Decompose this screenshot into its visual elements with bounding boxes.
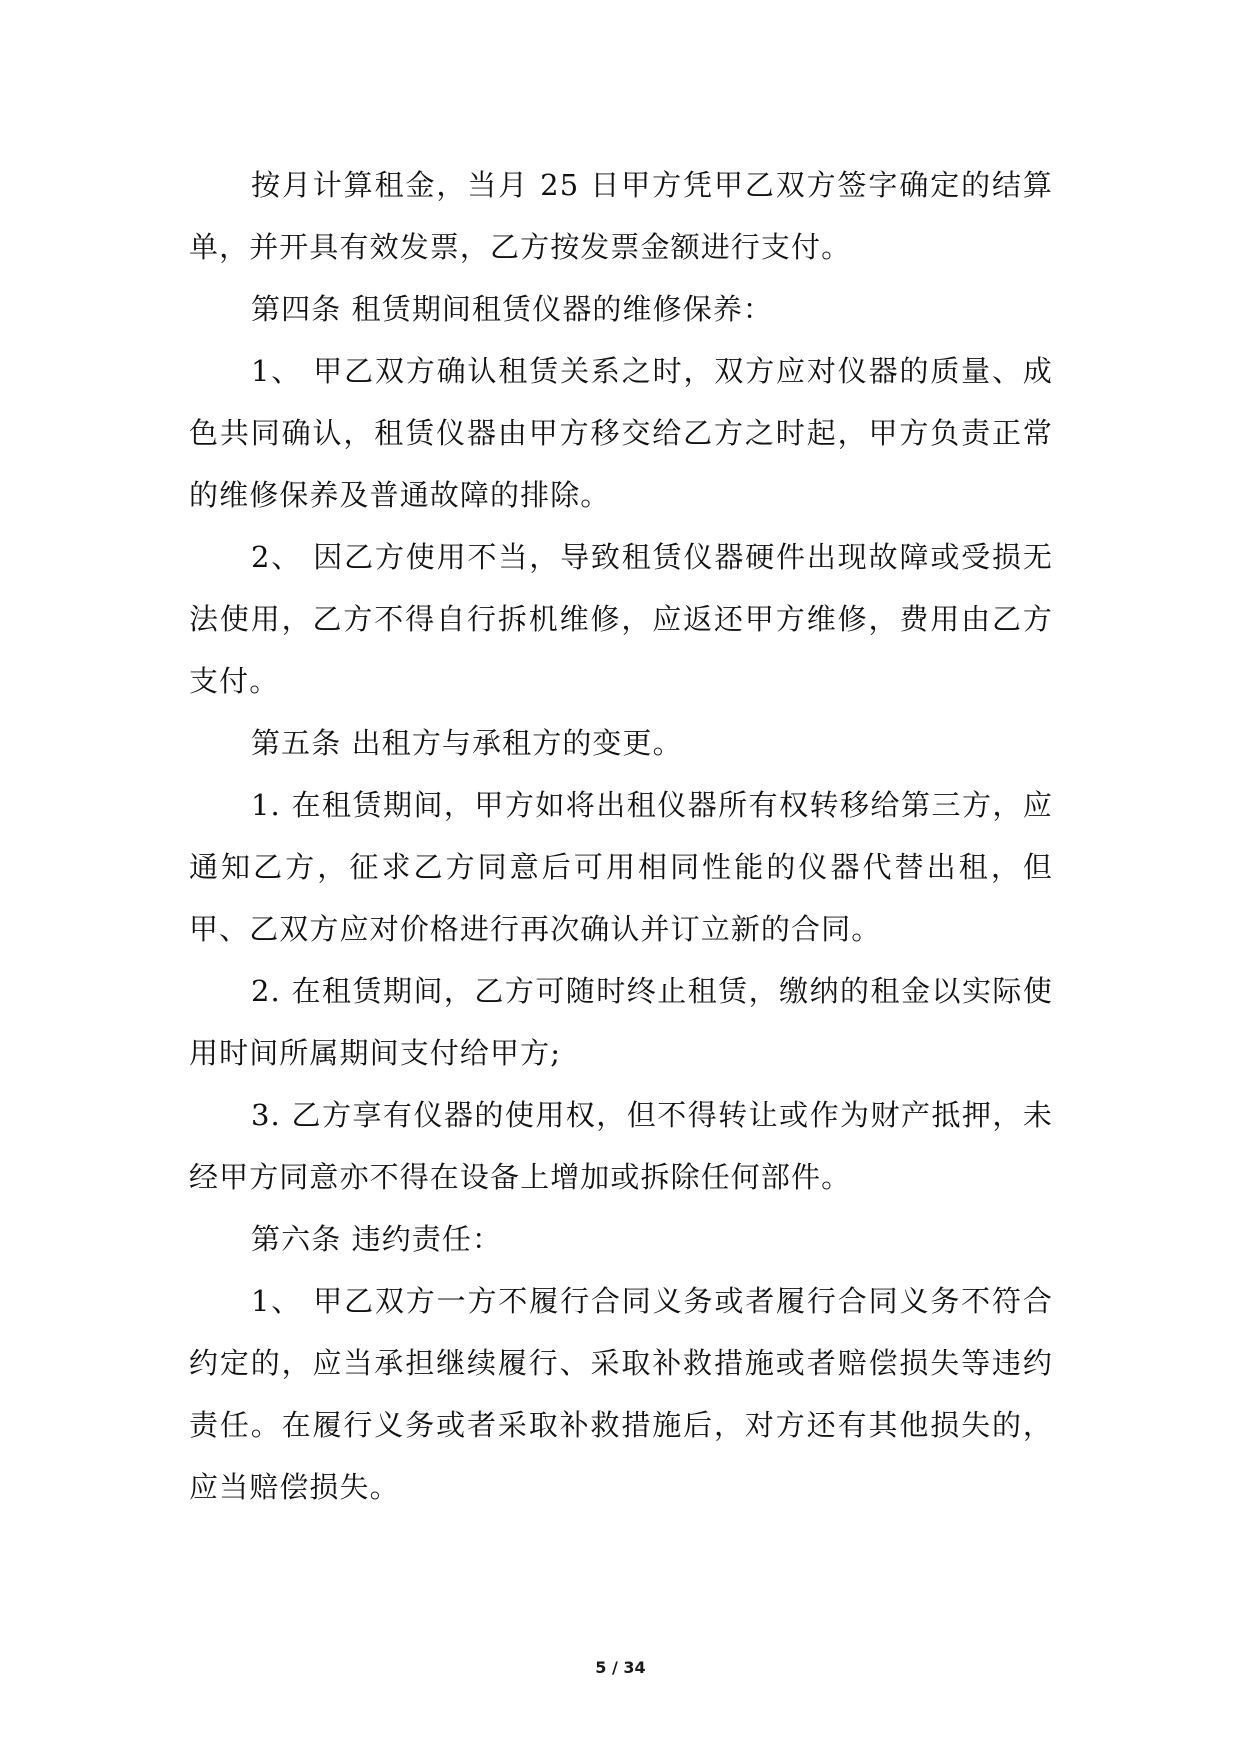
article-5-clause-1: 1. 在租赁期间，甲方如将出租仪器所有权转移给第三方，应通知乙方，征求乙方同意后可用相同性能的仪器代替出租，但甲、乙双方应对价格进行再次确认并订立新的合同。 <box>189 788 1053 946</box>
article-4-heading: 第四条 租赁期间租赁仪器的维修保养： <box>251 292 774 326</box>
article-6-heading: 第六条 违约责任： <box>251 1222 503 1256</box>
article-4-clause-1: 1、 甲乙双方确认租赁关系之时，双方应对仪器的质量、成色共同确认，租赁仪器由甲方移交给乙方之时起，甲方负责正常的维修保养及普通故障的排除。 <box>189 354 1053 512</box>
document-body <box>189 154 1053 1518</box>
article-5-clause-2: 2. 在租赁期间，乙方可随时终止租赁，缴纳的租金以实际使用时间所属期间支付给甲方; <box>189 974 1053 1070</box>
article-5-heading: 第五条 出租方与承租方的变更。 <box>251 726 683 760</box>
article-6-clause-1: 1、 甲乙双方一方不履行合同义务或者履行合同义务不符合约定的，应当承担继续履行、采取补救措施或者赔偿损失等违约责任。在履行义务或者采取补救措施后，对方还有其他损失的，应当赔偿损失。 <box>189 1284 1053 1504</box>
article-4-clause-2: 2、 因乙方使用不当，导致租赁仪器硬件出现故障或受损无法使用，乙方不得自行拆机维修，应返还甲方维修，费用由乙方支付。 <box>189 540 1053 698</box>
paragraph-rent-settlement: 按月计算租金，当月 25 日甲方凭甲乙双方签字确定的结算单，并开具有效发票，乙方按发票金额进行支付。 <box>189 168 1053 264</box>
page-number: 5 / 34 <box>595 1658 646 1677</box>
article-5-clause-3: 3. 乙方享有仪器的使用权，但不得转让或作为财产抵押，未经甲方同意亦不得在设备上增加或拆除任何部件。 <box>189 1098 1053 1194</box>
